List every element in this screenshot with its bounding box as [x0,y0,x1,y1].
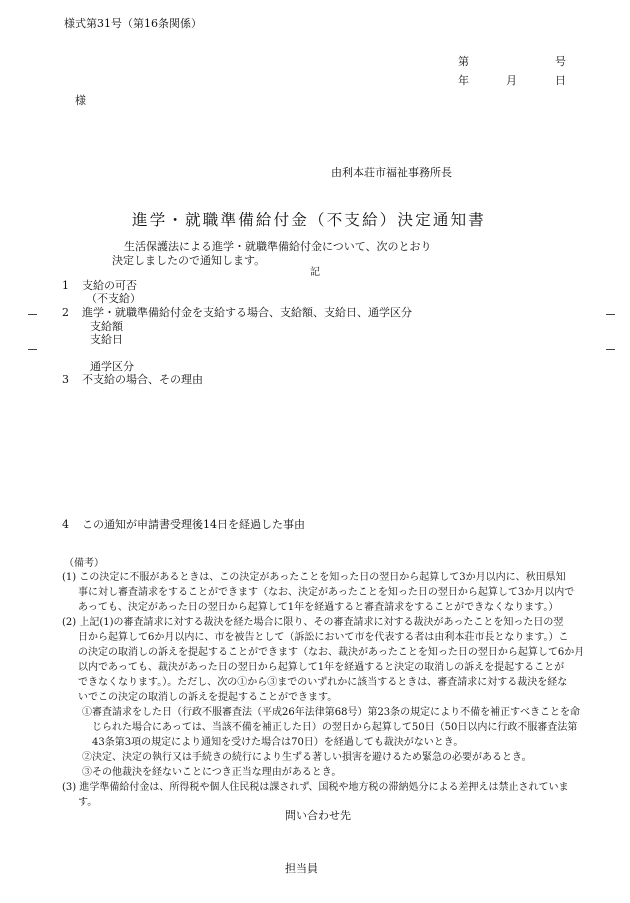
note-line: ②決定、決定の執行又は手続きの続行により生ずる著しい損害を避けるため緊急の必要があるとき。 [82,752,532,763]
note-line: (1) この決定に不服があるときは、この決定があったことを知った日の翌日から起算して3か月以内に、秋田県知 [62,572,566,583]
item-1-number: 1 [62,279,69,292]
item-2-date: 支給日 [90,333,123,346]
item-2-commute: 通学区分 [90,360,134,373]
note-line: じられた場合にあっては、当該不備を補正した日）の翌日から起算して50日（50日以内に行政不服審査法第 [92,722,578,733]
recipient-suffix: 様 [75,94,86,107]
item-1-sub: （不支給） [86,292,141,305]
date-year: 年 [458,74,469,87]
note-line: 43条第3項の規定により通知を受けた場合は70日）を経過しても裁決がないとき。 [92,737,464,748]
item-2-amount: 支給額 [90,320,123,333]
ki-marker: 記 [310,267,320,278]
item-4-number: 4 [62,518,69,531]
staff-label: 担当員 [285,862,318,875]
date-month: 月 [506,74,517,87]
item-3-number: 3 [62,373,69,386]
margin-tick-right-upper [606,314,615,315]
note-2 [62,615,584,705]
note-line: 日から起算して6か月以内に、市を被告として（訴訟において市を代表する者は由利本荘市長となります。）こ [78,632,569,643]
note-line: できなくなります。）。ただし、次の①から③までのいずれかに該当するときは、審査請求に対する裁決を経な [78,677,568,688]
intro-line-1: 生活保護法による進学・就職準備給付金について、次のとおり [124,240,432,253]
note-line: あっても、決定があった日の翌日から起算して1年を経過すると審査請求をすることができなくなります。） [78,602,559,613]
note-3 [62,780,569,810]
note-1 [62,570,574,615]
note-line: (3) 進学準備給付金は、所得税や個人住民税は課されず、国税や地方税の滞納処分による差押えは禁止されていま [62,782,569,793]
item-2-label: 進学・就職準備給付金を支給する場合、支給額、支給日、通学区分 [82,306,412,319]
note-line: いでこの決定の取消しの訴えを提起することができます。 [78,692,338,703]
note-line: 事に対し審査請求をすることができます（なお、決定があったことを知った日の翌日から起算して3か月以内で [78,587,575,598]
margin-tick-right-lower [606,349,615,350]
note-line: 以内であっても、裁決があった日の翌日から起算して1年を経過すると決定の取消しの訴えを提起することが [78,662,565,673]
intro-line-2: 決定しましたので通知します。 [112,254,266,267]
item-3-label: 不支給の場合、その理由 [82,373,203,386]
document-title: 進学・就職準備給付金（不支給）決定通知書 [132,211,487,229]
item-2-number: 2 [62,306,69,319]
contact-heading: 問い合わせ先 [285,809,351,822]
item-1-label: 支給の可否 [82,279,137,292]
note-line: ③その他裁決を経ないことにつき正当な理由があるとき。 [82,767,342,778]
note-line: の決定の取消しの訴えを提起することができます（なお、裁決があったことを知った日の翌日から起算して6か月 [78,647,585,658]
number-prefix: 第 [458,55,469,68]
margin-tick-left-lower [28,349,37,350]
notes-heading: （備考） [64,558,104,569]
margin-tick-left-upper [28,314,37,315]
date-day: 日 [555,74,566,87]
note-2-sub [82,705,580,780]
item-4-label: この通知が申請書受理後14日を経過した事由 [82,518,305,531]
form-number: 様式第31号（第16条関係） [64,17,202,30]
note-line: ①審査請求をした日（行政不服審査法（平成26年法律第68号）第23条の規定により不備を補正すべきことを命 [82,707,580,718]
note-line: (2) 上記(1)の審査請求に対する裁決を経た場合に限り、その審査請求に対する裁決があったことを知った日の翌 [62,617,564,628]
note-line: す。 [78,797,98,808]
issuer: 由利本荘市福祉事務所長 [331,166,452,179]
number-suffix: 号 [555,55,566,68]
